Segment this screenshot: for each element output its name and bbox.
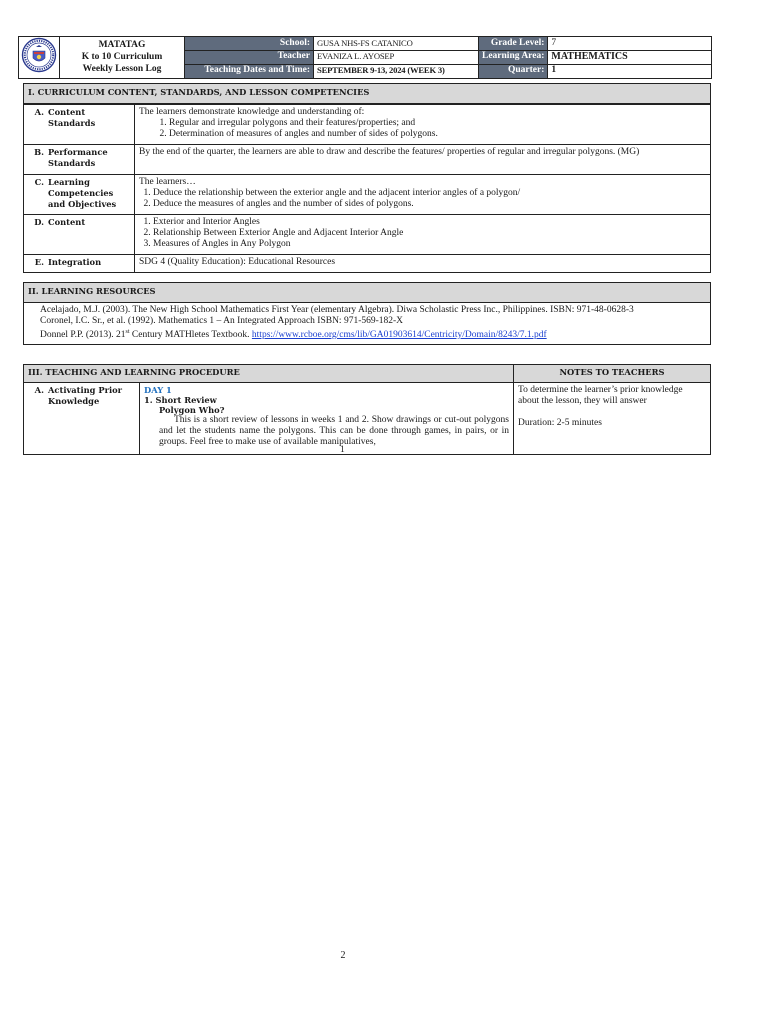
references-box <box>23 303 711 345</box>
learning-area-value: MATHEMATICS <box>548 50 712 64</box>
performance-standards-label: B. Performance Standards <box>24 145 135 175</box>
list-item: 3. Measures of Angles in Any Polygon <box>153 239 706 250</box>
teaching-dates-label: Teaching Dates and Time: <box>185 64 314 78</box>
notes-text: To determine the learner’s prior knowledge about the lesson, they will answer <box>518 385 683 406</box>
competencies-text: The learners… 1. Deduce the relationship between the exterior angle and the adjacent interior angles of a polygon/ 2. Deduce the measures of angles and the number of sides of polygons. <box>135 175 711 215</box>
content-standards-label: A. Content Standards <box>24 105 135 145</box>
notes-duration: Duration: 2-5 minutes <box>518 418 602 428</box>
log-title <box>60 37 185 79</box>
performance-standards-row <box>24 145 711 175</box>
teacher-value: EVANIZA L. AYOSEP <box>314 50 479 64</box>
title-line-2: K to 10 Curriculum <box>81 52 163 63</box>
grade-level-label: Grade Level: <box>479 37 548 51</box>
curriculum-table <box>23 104 711 273</box>
quarter-value: 1 <box>548 64 712 78</box>
reference-1: Acelajado, M.J. (2003). The New High School Mathematics First Year (elementary Algebra). Diwa Scholastic Press Inc., Philippines. ISBN: 971-48-0628-3 <box>40 305 634 315</box>
reference-3: Donnel P.P. (2013). 21st Century MATHletes Textbook. https://www.rcboe.org/cms/lib/GA01903614/Centricity/Domain/8243/7.1.pdf <box>40 329 547 341</box>
list-item: 1. Regular and irregular polygons and their features/properties; and <box>169 118 706 129</box>
deped-seal-icon <box>21 37 57 73</box>
curriculum-section <box>23 83 711 273</box>
integration-label: E. Integration <box>24 255 135 273</box>
lesson-log-header <box>18 36 712 79</box>
learning-resources-heading: II. LEARNING RESOURCES <box>23 282 711 303</box>
list-item: 1. Deduce the relationship between the exterior angle and the adjacent interior angles of a polygon/ <box>153 188 706 199</box>
inner-page-number: 1 <box>340 445 345 455</box>
list-item: 2. Relationship Between Exterior Angle and Adjacent Interior Angle <box>153 228 706 239</box>
title-line-3: Weekly Lesson Log <box>82 64 162 75</box>
reference-3-link[interactable]: https://www.rcboe.org/cms/lib/GA01903614/Centricity/Domain/8243/7.1.pdf <box>251 330 547 341</box>
teacher-label: Teacher <box>185 50 314 64</box>
activating-prior-knowledge-label: A. Activating Prior Knowledge <box>24 383 140 454</box>
school-value: GUSA NHS-FS CATANICO <box>314 37 479 51</box>
short-review-heading: 1. Short Review <box>144 395 217 405</box>
title-line-1: MATATAG <box>98 40 146 51</box>
day-label: DAY 1 <box>144 385 172 395</box>
deped-seal <box>19 37 60 79</box>
learning-resources-section <box>23 282 711 345</box>
list-item: 2. Deduce the measures of angles and the number of sides of polygons. <box>153 199 706 210</box>
school-label: School: <box>185 37 314 51</box>
integration-row <box>24 255 711 273</box>
teaching-procedure-table <box>23 364 711 455</box>
notes-cell <box>514 383 711 455</box>
short-review-text: This is a short review of lessons in weeks 1 and 2. Show drawings or cut-out polygons and let the students name the polygons. This can be done through games, in pairs, or in groups. Feel free to make use of available manipulatives, <box>159 415 509 447</box>
competencies-row <box>24 175 711 215</box>
reference-2: Coronel, I.C. Sr., et al. (1992). Mathematics 1 – An Integrated Approach ISBN: 971-569-182-X <box>40 316 404 326</box>
performance-standards-text: By the end of the quarter, the learners are able to draw and describe the features/ properties of regular and irregular polygons. (MG) <box>135 145 711 175</box>
list-item: 1. Exterior and Interior Angles <box>153 217 706 228</box>
integration-text: SDG 4 (Quality Education): Educational Resources <box>135 255 711 273</box>
activating-prior-knowledge-body <box>140 383 513 454</box>
curriculum-section-heading: I. CURRICULUM CONTENT, STANDARDS, AND LESSON COMPETENCIES <box>23 83 711 104</box>
grade-level-value: 7 <box>548 37 712 51</box>
teaching-procedure-heading: III. TEACHING AND LEARNING PROCEDURE <box>24 365 514 383</box>
learning-area-label: Learning Area: <box>479 50 548 64</box>
teaching-dates-value: SEPTEMBER 9-13, 2024 (WEEK 3) <box>314 64 479 78</box>
list-item: 2. Determination of measures of angles and number of sides of polygons. <box>169 129 706 140</box>
notes-to-teachers-heading: NOTES TO TEACHERS <box>514 365 711 383</box>
competencies-label: C. Learning Competencies and Objectives <box>24 175 135 215</box>
content-standards-text: The learners demonstrate knowledge and understanding of: 1. Regular and irregular polygons and their features/properties; and 2. Determination of measures of angles and number of sides of polygons. <box>135 105 711 145</box>
content-row <box>24 215 711 255</box>
content-standards-row <box>24 105 711 145</box>
procedure-cell <box>24 383 514 455</box>
content-label: D. Content <box>24 215 135 255</box>
content-text <box>135 215 711 255</box>
page-number: 2 <box>340 950 346 961</box>
quarter-label: Quarter: <box>479 64 548 78</box>
polygon-who-heading: Polygon Who? <box>159 405 225 415</box>
